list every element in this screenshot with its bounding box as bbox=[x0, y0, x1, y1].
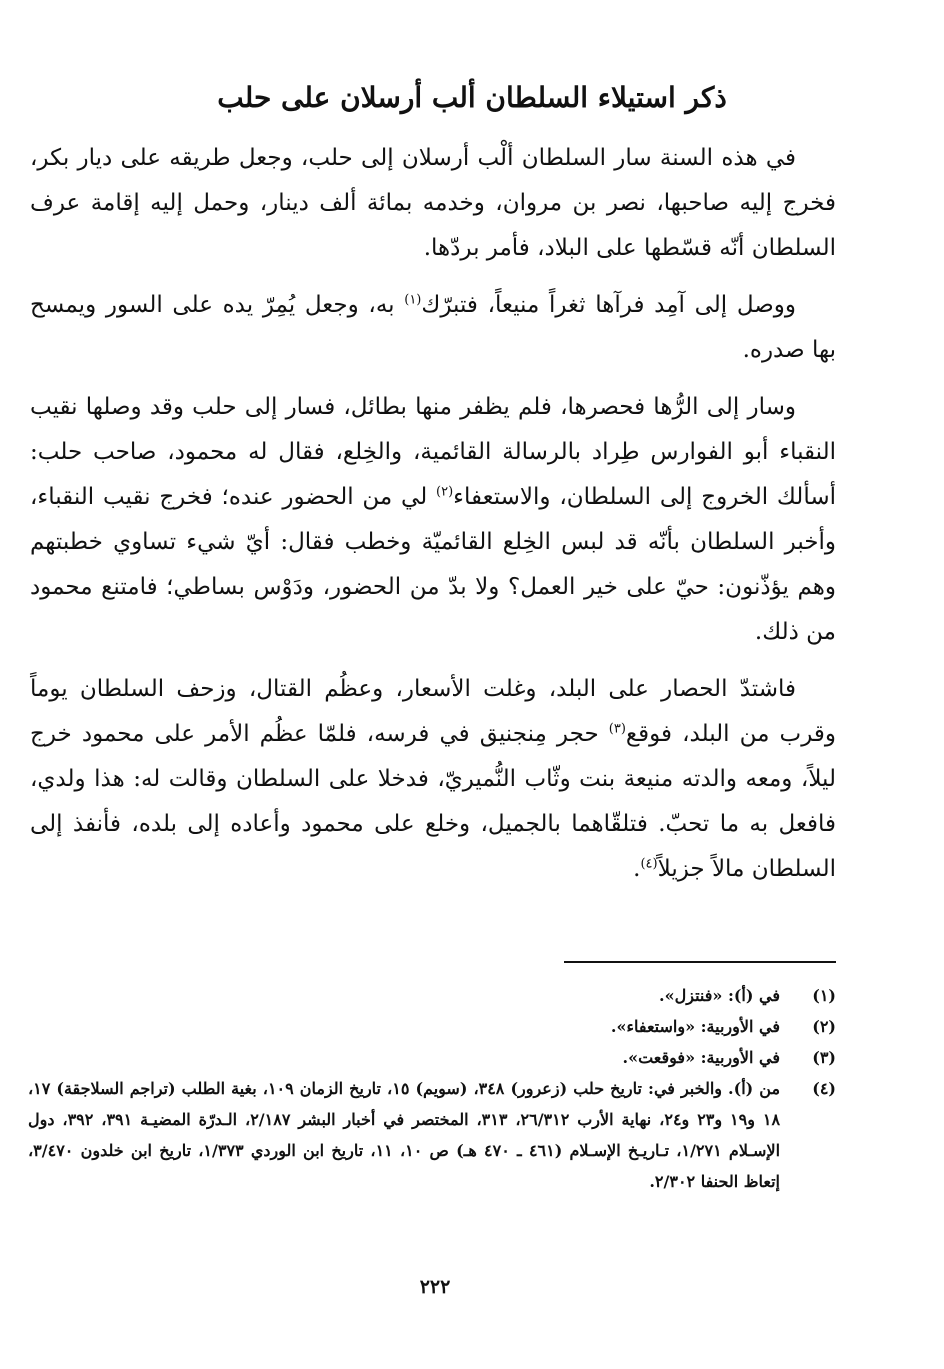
footnote-1 bbox=[28, 980, 836, 1011]
paragraph-4-text-a: فاشتدّ الحصار على البلد، وغلت الأسعار، وعظُم القتال، وزحف السلطان يوماً وقرب من البلد، فوقع bbox=[30, 676, 836, 747]
footnote-text: من (أ). والخبر في: تاريخ حلب (زعرور) ٣٤٨، (سويم) ١٥، تاريخ الزمان ١٠٩، بغية الطلب (تراجم السلاجقة) ١٧، ١٨ و١٩ و٢٣ و٢٤، نهاية الأرب ٢٦/٣١٢، ٣١٣، المختصر في أخبار البشر ٢/١٨٧، الـدرّة المضيـة ٣٩١، ٣٩٢، دول الإسـلام ١/٢٧١، تـاريـخ الإسـلام (٤٦١ ـ ٤٧٠ هـ) ص ١٠، ١١، تاريخ ابن الوردي ١/٣٧٣، تاريخ ابن خلدون ٣/٤٧٠، إتعاظ الحنفا ٢/٣٠٢. bbox=[28, 1079, 781, 1191]
footnote-text: في (أ): «فنتزل». bbox=[659, 986, 780, 1005]
paragraph-2-text-b: به، وجعل يُمِرّ يده على السور ويمسح بها صدره. bbox=[30, 292, 836, 363]
footnote-text: في الأوربية: «فوقعت». bbox=[622, 1048, 780, 1067]
footnote-ref-4: (٤) bbox=[640, 856, 658, 872]
paragraph-4-text-b: حجر مِنجنيق في فرسه، فلمّا عظُم الأمر على محمود خرج ليلاً، ومعه والدته منيعة بنت وثّاب النُّميريّ، فدخلا على السلطان وقالت له: هذا ولدي، فافعل به ما تحبّ. فتلقّاهما بالجميل، وخلع على محمود وأعاده إلى بلده، فأنفذ إلى السلطان مالاً جزيلاً bbox=[30, 721, 836, 882]
footnote-number: (٣) bbox=[812, 1048, 836, 1067]
footnote-2 bbox=[28, 1011, 836, 1042]
paragraph-1-text: في هذه السنة سار السلطان ألْب أرسلان إلى حلب، وجعل طريقه على ديار بكر، فخرج إليه صاحبها، نصر بن مروان، وخدمه بمائة ألف دينار، وحمل إليه إقامة عرف السلطان أنّه قسّطها على البلاد، فأمر بردّها. bbox=[30, 145, 836, 261]
paragraph-1 bbox=[30, 136, 836, 271]
footnote-ref-1: (١) bbox=[404, 292, 422, 308]
paragraph-4-text-c: . bbox=[633, 856, 641, 882]
main-text bbox=[30, 136, 836, 904]
paragraph-4 bbox=[30, 667, 836, 892]
chapter-title: ذكر استيلاء السلطان ألب أرسلان على حلب bbox=[217, 81, 727, 114]
footnote-4 bbox=[28, 1073, 836, 1197]
footnote-text: في الأوربية: «واستعفاء». bbox=[610, 1017, 780, 1036]
footnote-number: (٢) bbox=[812, 1017, 836, 1036]
paragraph-3-text-b: لي من الحضور عنده؛ فخرج نقيب النقباء، وأخبر السلطان بأنّه قد لبس الخِلع القائميّة وخطب فقال: أيّ شيء تساوي خطبتهم وهم يؤذّنون: حيّ على خير العمل؟ ولا بدّ من الحضور، ودَوْس بساطي؛ فامتنع محمود من ذلك. bbox=[30, 484, 836, 645]
paragraph-3 bbox=[30, 385, 836, 655]
page-number: ٢٢٢ bbox=[419, 1276, 451, 1298]
footnote-ref-3: (٣) bbox=[608, 721, 626, 737]
paragraph-3-text-a: وسار إلى الرُّها فحصرها، فلم يظفر منها بطائل، فسار إلى حلب وقد وصلها نقيب النقباء أبو الفوارس طِراد بالرسالة القائمية، والخِلع، فقال له محمود، صاحب حلب: أسألك الخروج إلى السلطان، والاستعفاء bbox=[30, 394, 836, 510]
footnotes bbox=[28, 980, 836, 1197]
footnote-3 bbox=[28, 1042, 836, 1073]
footnote-number: (١) bbox=[812, 986, 836, 1005]
paragraph-2-text-a: ووصل إلى آمِد فرآها ثغراً منيعاً، فتبرّك bbox=[421, 292, 796, 318]
footnote-separator bbox=[564, 961, 836, 963]
paragraph-2 bbox=[30, 283, 836, 373]
footnote-ref-2: (٢) bbox=[436, 484, 454, 500]
footnote-number: (٤) bbox=[812, 1079, 836, 1098]
